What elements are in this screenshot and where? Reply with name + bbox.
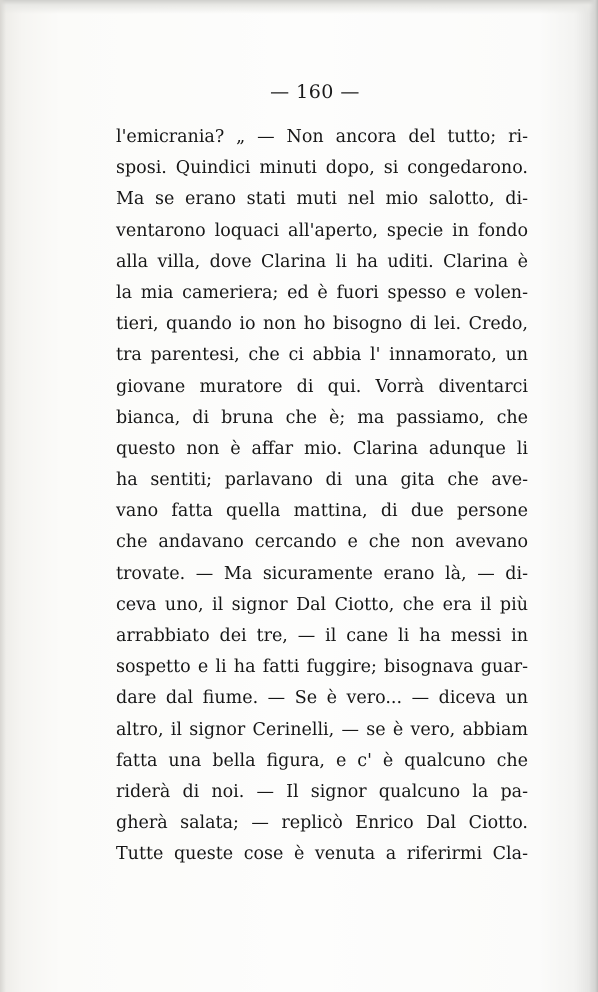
text-line: bianca, di bruna che è; ma passiamo, che (116, 407, 528, 428)
text-line: altro, il signor Cerinelli, — se è vero, abbiam (116, 719, 528, 740)
page-top-edge-shadow (0, 0, 598, 14)
text-line: arrabbiato dei tre, — il cane li ha messi in (116, 626, 528, 646)
text-line: tieri, quando io non ho bisogno di lei. Credo, (116, 314, 528, 335)
text-line: riderà di noi. — Il signor qualcuno la pa- (116, 781, 528, 802)
text-line: alla villa, dove Clarina li ha uditi. Clarina è (116, 251, 528, 272)
text-line: ha sentiti; parlavano di una gita che ave- (116, 470, 528, 491)
text-line: ventarono loquaci all'aperto, specie in fondo (116, 220, 528, 241)
text-line: che andavano cercando e che non avevano (116, 532, 528, 553)
text-line: l'emicrania? „ — Non ancora del tutto; ri- (116, 127, 528, 147)
text-line: Ma se erano stati muti nel mio salotto, di- (116, 189, 528, 210)
text-line: fatta una bella figura, e c' è qualcuno che (116, 750, 528, 771)
text-line: sospetto e li ha fatti fuggire; bisognava guar- (116, 657, 528, 678)
text-line: tra parentesi, che ci abbia l' innamorato, un (116, 345, 528, 366)
text-line: questo non è affar mio. Clarina adunque li (116, 438, 528, 459)
text-line: giovane muratore di qui. Vorrà diventarci (116, 376, 528, 397)
text-line: vano fatta quella mattina, di due persone (116, 501, 528, 522)
text-line: dare dal fiume. — Se è vero... — diceva un (116, 688, 528, 709)
page-number: — 160 — (270, 81, 360, 103)
text-line: trovate. — Ma sicuramente erano là, — di- (116, 563, 528, 584)
text-line: la mia cameriera; ed è fuori spesso e volen- (116, 282, 528, 303)
text-line: gherà salata; — replicò Enrico Dal Ciotto. (116, 813, 528, 834)
text-line: ceva uno, il signor Dal Ciotto, che era il più (116, 594, 528, 615)
text-line: Tutte queste cose è venuta a riferirmi Cla- (116, 844, 528, 865)
page-right-edge-shadow (589, 0, 598, 992)
body-text (116, 122, 528, 871)
page-left-edge-shadow (0, 0, 6, 992)
text-line: sposi. Quindici minuti dopo, si congedarono. (116, 158, 528, 179)
